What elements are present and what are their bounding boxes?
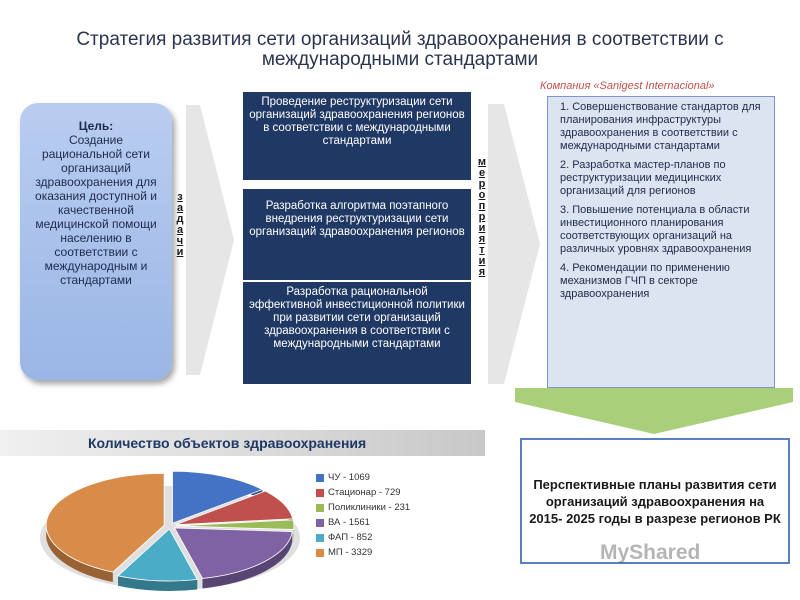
- task-box-1: Проведение реструктуризации сети организаций здравоохранения регионов в соответствии с международными стандартами: [243, 92, 471, 180]
- chart-title: Количество объектов здравоохранения: [0, 430, 485, 456]
- perspective-plans-text: Перспективные планы развития сети организаций здравоохранения на 2015- 2025 годы в разрезе регионов РК: [529, 476, 781, 526]
- legend-item: ФАП - 852: [316, 530, 410, 545]
- tasks-vertical-label: з а д а ч и: [176, 191, 184, 258]
- pie-chart: [30, 460, 310, 600]
- goal-box: [20, 103, 172, 380]
- measures-vertical-label: м е р о п р и я т и я: [477, 156, 487, 278]
- goal-heading: Цель:: [78, 119, 114, 133]
- arrow-measures-icon: [488, 104, 540, 384]
- task-box-3: Разработка рациональной эффективной инвестиционной политики при развитии сети организаций здравоохранения в соответствии с международными стандартами: [243, 282, 471, 384]
- legend-item: Поликлиники - 231: [316, 500, 410, 515]
- chart-legend: [316, 470, 410, 560]
- page-title: Стратегия развития сети организаций здравоохранения в соответствии с международными стандартами: [76, 29, 724, 70]
- measure-item-3: 3. Повышение потенциала в области инвестиционного планирования соответствующих организаций на различных уровнях здравоохранения: [560, 204, 752, 255]
- company-label: Компания «Sanigest Internacional»: [540, 80, 715, 92]
- legend-item: МП - 3329: [316, 545, 410, 560]
- legend-item: ВА - 1561: [316, 515, 410, 530]
- legend-item: ЧУ - 1069: [316, 470, 410, 485]
- legend-swatch: [316, 534, 324, 542]
- measures-box: [547, 96, 775, 388]
- measure-item-1: 1. Совершенствование стандартов для планирования инфраструктуры здравоохранения в соответствии с международными стандартами: [560, 101, 761, 152]
- legend-swatch: [316, 489, 324, 497]
- legend-swatch: [316, 474, 324, 482]
- arrow-tasks-icon: [186, 105, 234, 375]
- measure-item-2: 2. Разработка мастер-планов по реструктуризации медицинских организаций для регионов: [560, 159, 726, 197]
- task-box-2: Разработка алгоритма поэтапного внедрения реструктуризации сети организаций здравоохранения регионов: [243, 189, 471, 280]
- legend-swatch: [316, 504, 324, 512]
- legend-swatch: [316, 519, 324, 527]
- down-arrow-icon: [515, 388, 793, 434]
- legend-swatch: [316, 549, 324, 557]
- watermark: MyShared: [600, 541, 701, 564]
- legend-item: Стационар - 729: [316, 485, 410, 500]
- measure-item-4: 4. Рекомендации по применению механизмов ГЧП в секторе здравоохранения: [560, 262, 730, 300]
- goal-text: Создание рациональной сети организаций здравоохранения для оказания доступной и качественной медицинской помощи населению в соответствии с международным и стандартами: [35, 133, 157, 287]
